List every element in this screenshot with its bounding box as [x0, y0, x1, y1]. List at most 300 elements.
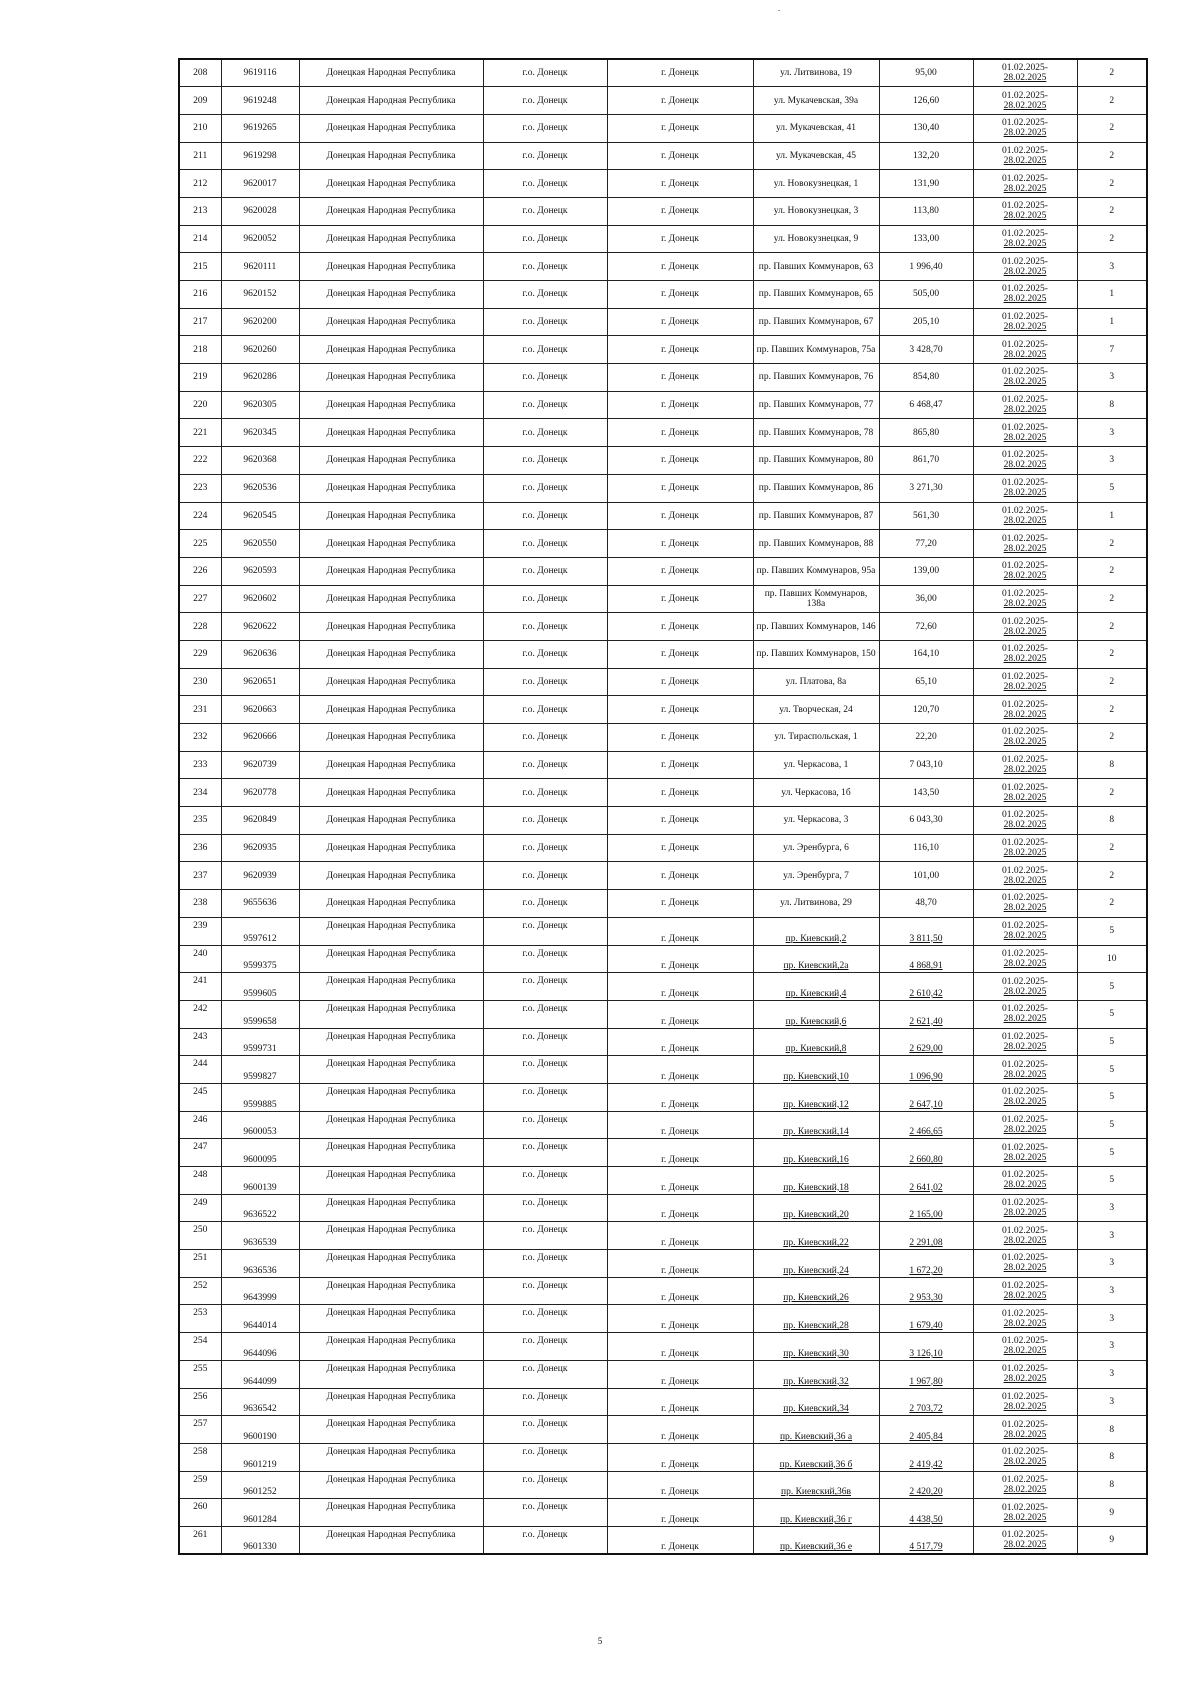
- city-cell: г. Донецк: [607, 613, 753, 641]
- area-value-cell: 65,10: [879, 668, 973, 696]
- period-start: 01.02.2025-: [1002, 63, 1048, 74]
- district-cell: г.о. Донецк: [483, 253, 607, 281]
- republic-cell: Донецкая Народная Республика: [299, 1360, 483, 1388]
- republic-cell: Донецкая Народная Республика: [299, 1028, 483, 1056]
- row-number-cell: 230: [179, 668, 221, 696]
- period-end: 28.02.2025: [1003, 155, 1047, 166]
- area-value-cell: 132,20: [879, 142, 973, 170]
- count-cell: 2: [1077, 640, 1147, 668]
- address-cell: пр. Киевский,4: [753, 973, 879, 1001]
- city-cell: г. Донецк: [607, 170, 753, 198]
- address-cell: ул. Эренбурга, 6: [753, 834, 879, 862]
- period-start: 01.02.2025-: [1002, 1114, 1048, 1125]
- row-number-cell: 217: [179, 308, 221, 336]
- count-cell: 3: [1077, 1360, 1147, 1388]
- object-id-cell: 9619116: [221, 59, 299, 87]
- address-cell: пр. Павших Коммунаров, 63: [753, 253, 879, 281]
- period-cell: [973, 807, 1077, 835]
- count-cell: 2: [1077, 170, 1147, 198]
- area-value-cell: 505,00: [879, 281, 973, 309]
- count-cell: 8: [1077, 807, 1147, 835]
- count-cell: 8: [1077, 1471, 1147, 1499]
- address-cell: пр. Павших Коммунаров, 138а: [753, 585, 879, 613]
- republic-cell: Донецкая Народная Республика: [299, 502, 483, 530]
- object-id-cell: 9619298: [221, 142, 299, 170]
- row-number-cell: 237: [179, 862, 221, 890]
- scan-speck: [778, 10, 780, 11]
- republic-cell: Донецкая Народная Республика: [299, 364, 483, 392]
- city-cell: г. Донецк: [607, 502, 753, 530]
- period-cell: [973, 170, 1077, 198]
- district-cell: г.о. Донецк: [483, 281, 607, 309]
- area-value-cell: 139,00: [879, 557, 973, 585]
- period-end: 28.02.2025: [1003, 543, 1047, 554]
- object-id-cell: 9620593: [221, 557, 299, 585]
- period-cell: [973, 1443, 1077, 1471]
- period-end: 28.02.2025: [1003, 1318, 1047, 1329]
- object-id-cell: 9599731: [221, 1028, 299, 1056]
- period-start: 01.02.2025-: [1002, 921, 1048, 932]
- address-cell: ул. Эренбурга, 7: [753, 862, 879, 890]
- count-cell: 3: [1077, 1333, 1147, 1361]
- row-number-cell: 251: [179, 1250, 221, 1278]
- republic-cell: Донецкая Народная Республика: [299, 1139, 483, 1167]
- republic-cell: Донецкая Народная Республика: [299, 87, 483, 115]
- period-start: 01.02.2025-: [1002, 1419, 1048, 1430]
- address-cell: ул. Платова, 8а: [753, 668, 879, 696]
- count-cell: 2: [1077, 724, 1147, 752]
- count-cell: 7: [1077, 336, 1147, 364]
- district-cell: г.о. Донецк: [483, 1111, 607, 1139]
- district-cell: г.о. Донецк: [483, 225, 607, 253]
- city-cell: г. Донецк: [607, 1028, 753, 1056]
- address-cell: ул. Черкасова, 1б: [753, 779, 879, 807]
- district-cell: г.о. Донецк: [483, 1139, 607, 1167]
- table-row: [179, 751, 1147, 779]
- area-value-cell: 133,00: [879, 225, 973, 253]
- table-row: [179, 225, 1147, 253]
- period-cell: [973, 1000, 1077, 1028]
- city-cell: г. Донецк: [607, 724, 753, 752]
- object-id-cell: 9599605: [221, 973, 299, 1001]
- district-cell: г.о. Донецк: [483, 1526, 607, 1554]
- period-start: 01.02.2025-: [1002, 118, 1048, 129]
- period-start: 01.02.2025-: [1002, 1530, 1048, 1541]
- period-cell: [973, 419, 1077, 447]
- period-start: 01.02.2025-: [1002, 561, 1048, 572]
- address-cell: пр. Павших Коммунаров, 80: [753, 447, 879, 475]
- area-value-cell: 36,00: [879, 585, 973, 613]
- table-row: [179, 1194, 1147, 1222]
- address-cell: пр. Киевский,18: [753, 1167, 879, 1195]
- address-cell: пр. Павших Коммунаров, 65: [753, 281, 879, 309]
- period-start: 01.02.2025-: [1002, 755, 1048, 766]
- period-end: 28.02.2025: [1003, 100, 1047, 111]
- area-value-cell: 113,80: [879, 197, 973, 225]
- period-end: 28.02.2025: [1003, 931, 1047, 942]
- row-number-cell: 236: [179, 834, 221, 862]
- period-start: 01.02.2025-: [1002, 616, 1048, 627]
- area-value-cell: 2 621,40: [879, 1000, 973, 1028]
- table-row: [179, 1277, 1147, 1305]
- period-start: 01.02.2025-: [1002, 1253, 1048, 1264]
- table-row: [179, 862, 1147, 890]
- city-cell: г. Донецк: [607, 1305, 753, 1333]
- address-cell: пр. Киевский,32: [753, 1360, 879, 1388]
- period-end: 28.02.2025: [1003, 1014, 1047, 1025]
- period-start: 01.02.2025-: [1002, 450, 1048, 461]
- object-id-cell: 9620778: [221, 779, 299, 807]
- area-value-cell: 120,70: [879, 696, 973, 724]
- period-end: 28.02.2025: [1003, 1097, 1047, 1108]
- district-cell: г.о. Донецк: [483, 1222, 607, 1250]
- district-cell: г.о. Донецк: [483, 1305, 607, 1333]
- period-end: 28.02.2025: [1003, 1124, 1047, 1135]
- row-number-cell: 260: [179, 1499, 221, 1527]
- object-id-cell: 9597612: [221, 917, 299, 945]
- count-cell: 3: [1077, 1194, 1147, 1222]
- period-end: 28.02.2025: [1003, 488, 1047, 499]
- table-row: [179, 1139, 1147, 1167]
- period-end: 28.02.2025: [1003, 1374, 1047, 1385]
- object-id-cell: 9636522: [221, 1194, 299, 1222]
- object-id-cell: 9655636: [221, 890, 299, 918]
- count-cell: 2: [1077, 862, 1147, 890]
- table-row: [179, 1388, 1147, 1416]
- count-cell: 8: [1077, 1416, 1147, 1444]
- table-row: [179, 1000, 1147, 1028]
- row-number-cell: 223: [179, 474, 221, 502]
- address-cell: пр. Павших Коммунаров, 77: [753, 391, 879, 419]
- row-number-cell: 226: [179, 557, 221, 585]
- republic-cell: Донецкая Народная Республика: [299, 170, 483, 198]
- period-start: 01.02.2025-: [1002, 699, 1048, 710]
- city-cell: г. Донецк: [607, 696, 753, 724]
- count-cell: 9: [1077, 1526, 1147, 1554]
- address-cell: пр. Киевский,6: [753, 1000, 879, 1028]
- city-cell: г. Донецк: [607, 779, 753, 807]
- period-start: 01.02.2025-: [1002, 312, 1048, 323]
- address-cell: пр. Павших Коммунаров, 67: [753, 308, 879, 336]
- period-start: 01.02.2025-: [1002, 505, 1048, 516]
- period-start: 01.02.2025-: [1002, 893, 1048, 904]
- period-end: 28.02.2025: [1003, 654, 1047, 665]
- period-end: 28.02.2025: [1003, 238, 1047, 249]
- city-cell: г. Донецк: [607, 59, 753, 87]
- object-id-cell: 9620935: [221, 834, 299, 862]
- district-cell: г.о. Донецк: [483, 1000, 607, 1028]
- city-cell: г. Донецк: [607, 364, 753, 392]
- city-cell: г. Донецк: [607, 1167, 753, 1195]
- period-cell: [973, 1083, 1077, 1111]
- row-number-cell: 233: [179, 751, 221, 779]
- count-cell: 3: [1077, 1222, 1147, 1250]
- city-cell: г. Донецк: [607, 1526, 753, 1554]
- period-cell: [973, 973, 1077, 1001]
- district-cell: г.о. Донецк: [483, 142, 607, 170]
- district-cell: г.о. Донецк: [483, 1416, 607, 1444]
- period-start: 01.02.2025-: [1002, 1336, 1048, 1347]
- object-id-cell: 9599827: [221, 1056, 299, 1084]
- period-cell: [973, 114, 1077, 142]
- object-id-cell: 9643999: [221, 1277, 299, 1305]
- row-number-cell: 215: [179, 253, 221, 281]
- address-cell: ул. Мукачевская, 41: [753, 114, 879, 142]
- object-id-cell: 9619248: [221, 87, 299, 115]
- period-end: 28.02.2025: [1003, 1263, 1047, 1274]
- object-id-cell: 9600095: [221, 1139, 299, 1167]
- table-row: [179, 1360, 1147, 1388]
- city-cell: г. Донецк: [607, 1250, 753, 1278]
- period-end: 28.02.2025: [1003, 1291, 1047, 1302]
- period-cell: [973, 1277, 1077, 1305]
- address-cell: пр. Павших Коммунаров, 87: [753, 502, 879, 530]
- district-cell: г.о. Донецк: [483, 391, 607, 419]
- object-id-cell: 9636542: [221, 1388, 299, 1416]
- district-cell: г.о. Донецк: [483, 1250, 607, 1278]
- period-end: 28.02.2025: [1003, 1457, 1047, 1468]
- period-end: 28.02.2025: [1003, 626, 1047, 637]
- period-start: 01.02.2025-: [1002, 367, 1048, 378]
- republic-cell: Донецкая Народная Республика: [299, 807, 483, 835]
- object-id-cell: 9600139: [221, 1167, 299, 1195]
- period-cell: [973, 447, 1077, 475]
- count-cell: 3: [1077, 253, 1147, 281]
- period-cell: [973, 1194, 1077, 1222]
- area-value-cell: 101,00: [879, 862, 973, 890]
- period-end: 28.02.2025: [1003, 294, 1047, 305]
- republic-cell: Донецкая Народная Республика: [299, 447, 483, 475]
- city-cell: г. Донецк: [607, 1000, 753, 1028]
- republic-cell: Донецкая Народная Республика: [299, 640, 483, 668]
- city-cell: г. Донецк: [607, 1083, 753, 1111]
- republic-cell: Донецкая Народная Республика: [299, 308, 483, 336]
- period-start: 01.02.2025-: [1002, 782, 1048, 793]
- address-cell: пр. Киевский,2: [753, 917, 879, 945]
- period-cell: [973, 1471, 1077, 1499]
- address-cell: ул. Черкасова, 1: [753, 751, 879, 779]
- table-row: [179, 474, 1147, 502]
- area-value-cell: 4 438,50: [879, 1499, 973, 1527]
- city-cell: г. Донецк: [607, 585, 753, 613]
- table-row: [179, 640, 1147, 668]
- republic-cell: Донецкая Народная Республика: [299, 114, 483, 142]
- republic-cell: Донецкая Народная Республика: [299, 59, 483, 87]
- period-end: 28.02.2025: [1003, 571, 1047, 582]
- period-start: 01.02.2025-: [1002, 948, 1048, 959]
- address-cell: пр. Киевский,36 б: [753, 1443, 879, 1471]
- period-cell: [973, 281, 1077, 309]
- count-cell: 8: [1077, 1443, 1147, 1471]
- period-start: 01.02.2025-: [1002, 90, 1048, 101]
- table-row: [179, 834, 1147, 862]
- count-cell: 1: [1077, 308, 1147, 336]
- district-cell: г.о. Донецк: [483, 336, 607, 364]
- republic-cell: Донецкая Народная Республика: [299, 1083, 483, 1111]
- period-start: 01.02.2025-: [1002, 1308, 1048, 1319]
- city-cell: г. Донецк: [607, 1333, 753, 1361]
- period-cell: [973, 474, 1077, 502]
- period-cell: [973, 945, 1077, 973]
- area-value-cell: 3 126,10: [879, 1333, 973, 1361]
- city-cell: г. Донецк: [607, 1499, 753, 1527]
- republic-cell: Донецкая Народная Республика: [299, 391, 483, 419]
- district-cell: г.о. Донецк: [483, 114, 607, 142]
- district-cell: г.о. Донецк: [483, 59, 607, 87]
- table-row: [179, 1305, 1147, 1333]
- table-row: [179, 364, 1147, 392]
- object-id-cell: 9620849: [221, 807, 299, 835]
- count-cell: 3: [1077, 447, 1147, 475]
- period-cell: [973, 1305, 1077, 1333]
- table-row: [179, 87, 1147, 115]
- count-cell: 5: [1077, 1056, 1147, 1084]
- table-row: [179, 502, 1147, 530]
- table-row: [179, 1443, 1147, 1471]
- count-cell: 3: [1077, 1388, 1147, 1416]
- period-start: 01.02.2025-: [1002, 1004, 1048, 1015]
- table-row: [179, 724, 1147, 752]
- republic-cell: Донецкая Народная Республика: [299, 1443, 483, 1471]
- republic-cell: Донецкая Народная Республика: [299, 862, 483, 890]
- row-number-cell: 258: [179, 1443, 221, 1471]
- count-cell: 2: [1077, 197, 1147, 225]
- city-cell: г. Донецк: [607, 834, 753, 862]
- republic-cell: Донецкая Народная Республика: [299, 197, 483, 225]
- count-cell: 2: [1077, 59, 1147, 87]
- object-id-cell: 9644099: [221, 1360, 299, 1388]
- period-end: 28.02.2025: [1003, 986, 1047, 997]
- count-cell: 10: [1077, 945, 1147, 973]
- object-id-cell: 9601219: [221, 1443, 299, 1471]
- republic-cell: Донецкая Народная Республика: [299, 557, 483, 585]
- republic-cell: Донецкая Народная Республика: [299, 1222, 483, 1250]
- period-start: 01.02.2025-: [1002, 1170, 1048, 1181]
- area-value-cell: 2 610,42: [879, 973, 973, 1001]
- republic-cell: Донецкая Народная Республика: [299, 973, 483, 1001]
- republic-cell: Донецкая Народная Республика: [299, 668, 483, 696]
- period-end: 28.02.2025: [1003, 1180, 1047, 1191]
- object-id-cell: 9600190: [221, 1416, 299, 1444]
- address-cell: ул. Новокузнецкая, 1: [753, 170, 879, 198]
- area-value-cell: 2 466,65: [879, 1111, 973, 1139]
- object-id-cell: 9620939: [221, 862, 299, 890]
- period-cell: [973, 87, 1077, 115]
- district-cell: г.о. Донецк: [483, 862, 607, 890]
- table-row: [179, 696, 1147, 724]
- city-cell: г. Донецк: [607, 751, 753, 779]
- city-cell: г. Донецк: [607, 1388, 753, 1416]
- row-number-cell: 238: [179, 890, 221, 918]
- period-cell: [973, 1360, 1077, 1388]
- object-id-cell: 9620663: [221, 696, 299, 724]
- address-cell: пр. Киевский,16: [753, 1139, 879, 1167]
- row-number-cell: 259: [179, 1471, 221, 1499]
- table-row: [179, 391, 1147, 419]
- period-cell: [973, 862, 1077, 890]
- object-id-cell: 9620368: [221, 447, 299, 475]
- republic-cell: Донецкая Народная Республика: [299, 1305, 483, 1333]
- address-cell: ул. Творческая, 24: [753, 696, 879, 724]
- district-cell: г.о. Донецк: [483, 585, 607, 613]
- table-row: [179, 1333, 1147, 1361]
- table-row: [179, 1056, 1147, 1084]
- address-cell: ул. Мукачевская, 45: [753, 142, 879, 170]
- table-row: [179, 142, 1147, 170]
- period-cell: [973, 613, 1077, 641]
- period-end: 28.02.2025: [1003, 737, 1047, 748]
- row-number-cell: 241: [179, 973, 221, 1001]
- object-id-cell: 9636536: [221, 1250, 299, 1278]
- district-cell: г.о. Донецк: [483, 945, 607, 973]
- count-cell: 5: [1077, 1111, 1147, 1139]
- table-row: [179, 170, 1147, 198]
- table-row: [179, 1416, 1147, 1444]
- district-cell: г.о. Донецк: [483, 890, 607, 918]
- period-start: 01.02.2025-: [1002, 422, 1048, 433]
- city-cell: г. Донецк: [607, 1194, 753, 1222]
- table-row: [179, 59, 1147, 87]
- row-number-cell: 220: [179, 391, 221, 419]
- table-row: [179, 308, 1147, 336]
- object-id-cell: 9620200: [221, 308, 299, 336]
- table-row: [179, 281, 1147, 309]
- row-number-cell: 252: [179, 1277, 221, 1305]
- table-row: [179, 419, 1147, 447]
- area-value-cell: 4 517,79: [879, 1526, 973, 1554]
- row-number-cell: 208: [179, 59, 221, 87]
- district-cell: г.о. Донецк: [483, 197, 607, 225]
- object-id-cell: 9620345: [221, 419, 299, 447]
- city-cell: г. Донецк: [607, 391, 753, 419]
- count-cell: 2: [1077, 114, 1147, 142]
- city-cell: г. Донецк: [607, 668, 753, 696]
- object-id-cell: 9620260: [221, 336, 299, 364]
- republic-cell: Донецкая Народная Республика: [299, 253, 483, 281]
- period-cell: [973, 1167, 1077, 1195]
- count-cell: 1: [1077, 502, 1147, 530]
- row-number-cell: 227: [179, 585, 221, 613]
- address-cell: пр. Киевский,2а: [753, 945, 879, 973]
- period-start: 01.02.2025-: [1002, 838, 1048, 849]
- count-cell: 5: [1077, 474, 1147, 502]
- count-cell: 1: [1077, 281, 1147, 309]
- address-cell: пр. Киевский,20: [753, 1194, 879, 1222]
- area-value-cell: 95,00: [879, 59, 973, 87]
- period-end: 28.02.2025: [1003, 73, 1047, 84]
- row-number-cell: 235: [179, 807, 221, 835]
- republic-cell: Донецкая Народная Республика: [299, 1111, 483, 1139]
- district-cell: г.о. Донецк: [483, 696, 607, 724]
- district-cell: г.о. Донецк: [483, 917, 607, 945]
- republic-cell: Донецкая Народная Республика: [299, 419, 483, 447]
- address-cell: пр. Павших Коммунаров, 86: [753, 474, 879, 502]
- republic-cell: Донецкая Народная Республика: [299, 474, 483, 502]
- count-cell: 8: [1077, 391, 1147, 419]
- row-number-cell: 209: [179, 87, 221, 115]
- period-end: 28.02.2025: [1003, 322, 1047, 333]
- address-cell: пр. Киевский,36 е: [753, 1526, 879, 1554]
- period-start: 01.02.2025-: [1002, 1391, 1048, 1402]
- district-cell: г.о. Донецк: [483, 308, 607, 336]
- area-value-cell: 205,10: [879, 308, 973, 336]
- district-cell: г.о. Донецк: [483, 1443, 607, 1471]
- city-cell: г. Донецк: [607, 447, 753, 475]
- row-number-cell: 212: [179, 170, 221, 198]
- address-cell: ул. Мукачевская, 39а: [753, 87, 879, 115]
- table-row: [179, 1250, 1147, 1278]
- period-start: 01.02.2025-: [1002, 1281, 1048, 1292]
